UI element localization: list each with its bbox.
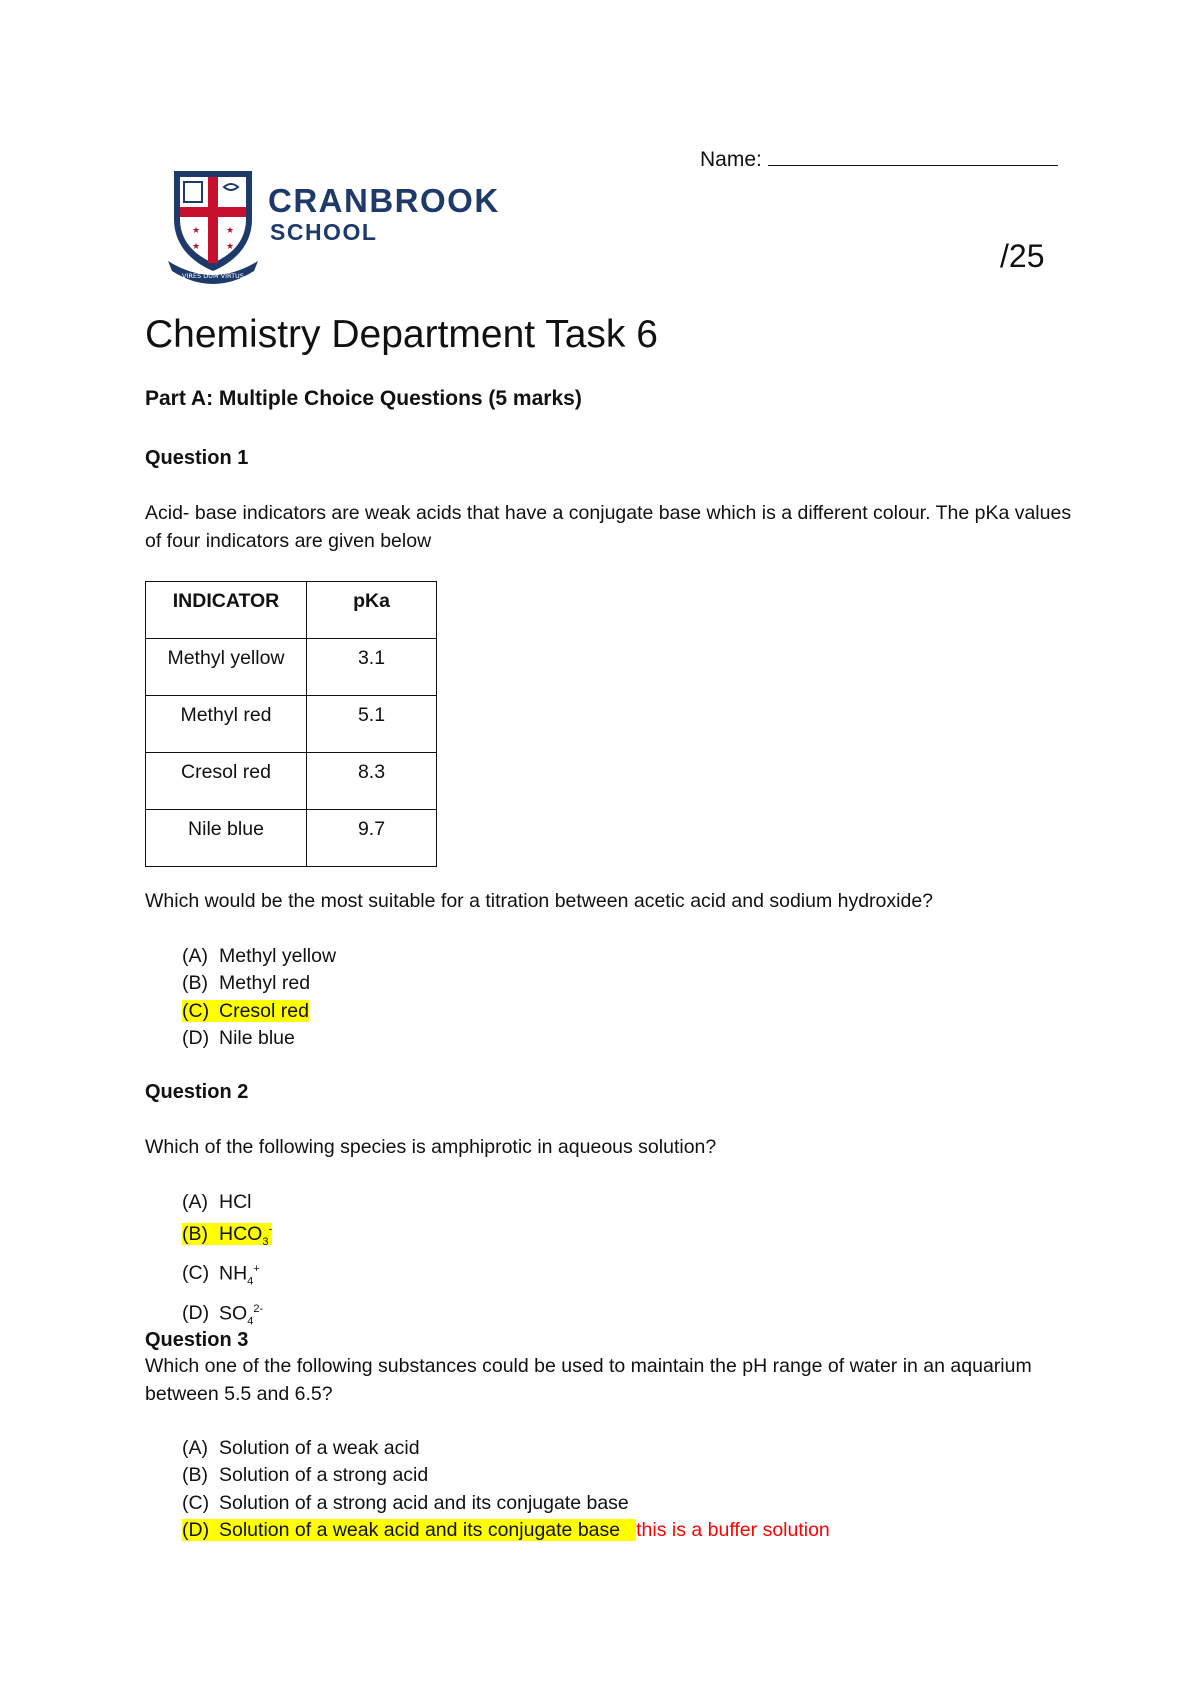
table-cell: Methyl red [146,696,307,753]
indicator-table [145,581,437,867]
table-cell: 9.7 [307,810,437,867]
table-row [146,696,437,753]
name-label: Name: [700,148,762,171]
table-cell: 3.1 [307,639,437,696]
option-c[interactable]: (C) Cresol red [182,999,309,1022]
option-d[interactable]: (D) Solution of a weak acid and its conjugate base this is a buffer solution [182,1518,830,1541]
section-heading: Part A: Multiple Choice Questions (5 marks) [145,387,582,410]
name-blank-line[interactable] [768,149,1058,166]
svg-text:★: ★ [192,242,201,252]
option-b[interactable]: (B) Methyl red [182,972,311,995]
school-name-line1: CRANBROOK [268,182,500,219]
option-b[interactable]: (B) Solution of a strong acid [182,1464,429,1487]
question-1-text: Acid- base indicators are weak acids that have a conjugate base which is a different colour. The pKa values of four indicators are given below [145,502,1072,552]
svg-text:★: ★ [226,242,235,252]
question-2-prompt: Which of the following species is amphiprotic in aqueous solution? [145,1136,717,1158]
table-row [146,810,437,867]
school-crest-logo [168,167,258,289]
table-cell: Cresol red [146,753,307,810]
question-3-options [182,1435,830,1544]
question-1-heading: Question 1 [145,447,249,469]
svg-text:VIRES DUM VIRTUS: VIRES DUM VIRTUS [182,272,244,280]
option-d[interactable]: (D) $SO_4^{2-}$ [182,1302,264,1328]
option-a[interactable]: (A) Methyl yellow [182,945,337,967]
page-title: Chemistry Department Task 6 [145,313,658,356]
question-1-options [182,943,336,1052]
table-row [146,639,437,696]
option-d[interactable]: (D) Nile blue [182,1026,295,1049]
question-2-options [182,1189,272,1335]
option-c[interactable]: (C) $NH_4^+$ [182,1262,260,1288]
question-3-heading: Question 3 [145,1329,249,1351]
name-field[interactable] [700,148,1058,172]
question-1-prompt: Which would be the most suitable for a titration between acetic acid and sodium hydroxide? [145,890,934,912]
option-b[interactable]: (B) $HCO_3^-$ [182,1222,273,1248]
table-cell: Methyl yellow [146,639,307,696]
svg-text:★: ★ [192,226,201,236]
total-marks: /25 [1000,238,1045,274]
question-2-heading: Question 2 [145,1081,249,1103]
svg-text:★: ★ [226,226,235,236]
table-cell: Nile blue [146,810,307,867]
table-cell: 5.1 [307,696,437,753]
answer-note: this is a buffer solution [636,1518,830,1541]
table-header-row [146,582,437,639]
school-name-line2: SCHOOL [270,219,378,245]
option-a[interactable]: (A) Solution of a weak acid [182,1437,420,1459]
table-header-pka: pKa [307,582,437,639]
option-c[interactable]: (C) Solution of a strong acid and its conjugate base [182,1491,629,1514]
table-header-indicator: INDICATOR [146,582,307,639]
question-3-prompt: Which one of the following substances could be used to maintain the pH range of water in an aquarium between 5.5 and 6.5? [145,1355,1032,1405]
table-row [146,753,437,810]
option-a[interactable]: (A) HCl [182,1191,252,1213]
table-cell: 8.3 [307,753,437,810]
